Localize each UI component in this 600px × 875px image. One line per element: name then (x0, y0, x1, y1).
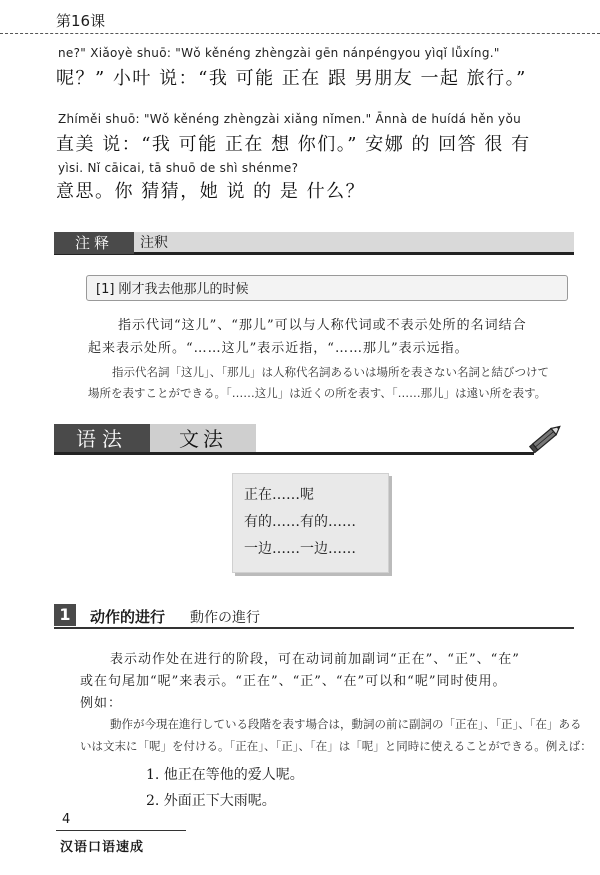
section-title: 动作的进行 (90, 608, 166, 626)
note1-cn-line2: 起来表示处所。“……这儿”表示近指，“……那儿”表示远指。 (88, 341, 469, 356)
note1-title: [1] 刚才我去他那儿的时候 (96, 282, 249, 297)
pattern-item: 一边……一边…… (244, 541, 356, 557)
section-number-badge: 1 (54, 604, 76, 626)
pattern-item: 正在……呢 (244, 487, 314, 503)
section-title-jp: 動作の進行 (190, 610, 260, 626)
example-sentence: 1. 他正在等他的爱人呢。 (146, 767, 304, 783)
pattern-item: 有的……有的…… (244, 514, 356, 530)
dialogue-hanzi-2: 直美 说：“我 可能 正在 想 你们。” 安娜 的 回答 很 有 (56, 134, 531, 155)
dialogue-hanzi-1: 呢？” 小叶 说：“我 可能 正在 跟 男朋友 一起 旅行。” (56, 68, 527, 89)
page-number: 4 (62, 812, 71, 827)
pencil-icon (526, 418, 566, 458)
note1-cn-line1: 指示代词“这儿”、“那儿”可以与人称代词或不表示处所的名词结合 (118, 318, 527, 333)
example-sentence: 2. 外面正下大雨呢。 (146, 793, 276, 809)
notes-tab: 注释 (54, 232, 134, 254)
dialogue-pinyin-2: Zhíměi shuō: "Wǒ kěnéng zhèngzài xiǎng nǐmen." Ānnà de huídá hěn yǒu (58, 112, 522, 126)
section1-jp-line1: 動作が今現在進行している段階を表す場合は，動詞の前に副詞の「正在」、「正」、「在」ある (110, 717, 582, 731)
grammar-tab: 语法 (54, 424, 150, 454)
footer-rule (56, 830, 186, 831)
lesson-label: 第16课 (56, 12, 106, 30)
grammar-header-rule (54, 452, 534, 455)
dialogue-pinyin-3: yìsi. Nǐ cāicai, tā shuō de shì shénme? (58, 161, 299, 175)
section1-cn-line1: 表示动作处在进行的阶段，可在动词前加副词“正在”、“正”、“在” (110, 652, 520, 667)
note1-jp-line2: 場所を表すことができる。「……这儿」は近くの所を表す、「……那儿」は遠い所を表す。 (88, 386, 547, 400)
section-rule (54, 627, 574, 629)
section1-cn-line3: 例如： (80, 696, 123, 711)
grammar-tab-jp: 文法 (150, 424, 256, 454)
dialogue-pinyin-1: ne?" Xiǎoyè shuō: "Wǒ kěnéng zhèngzài gēn nánpéngyou yìqǐ lǚxíng." (58, 46, 500, 60)
notes-tab-jp: 注釈 (140, 235, 168, 251)
section1-cn-line2: 或在句尾加“呢”来表示。“正在”、“正”、“在”可以和“呢”同时使用。 (80, 674, 507, 689)
note1-jp-line1: 指示代名詞「这儿」、「那儿」は人称代名詞あるいは場所を表さない名詞と結びつけて (112, 365, 549, 379)
dialogue-hanzi-3: 意思。你 猜猜，她 说 的 是 什么？ (56, 181, 366, 202)
header-divider (0, 33, 600, 34)
book-title: 汉语口语速成 (60, 840, 145, 855)
section1-jp-line2: いは文末に「呢」を付ける。「正在」、「正」、「在」は「呢」と同時に使えることができる。例えば： (80, 739, 592, 753)
